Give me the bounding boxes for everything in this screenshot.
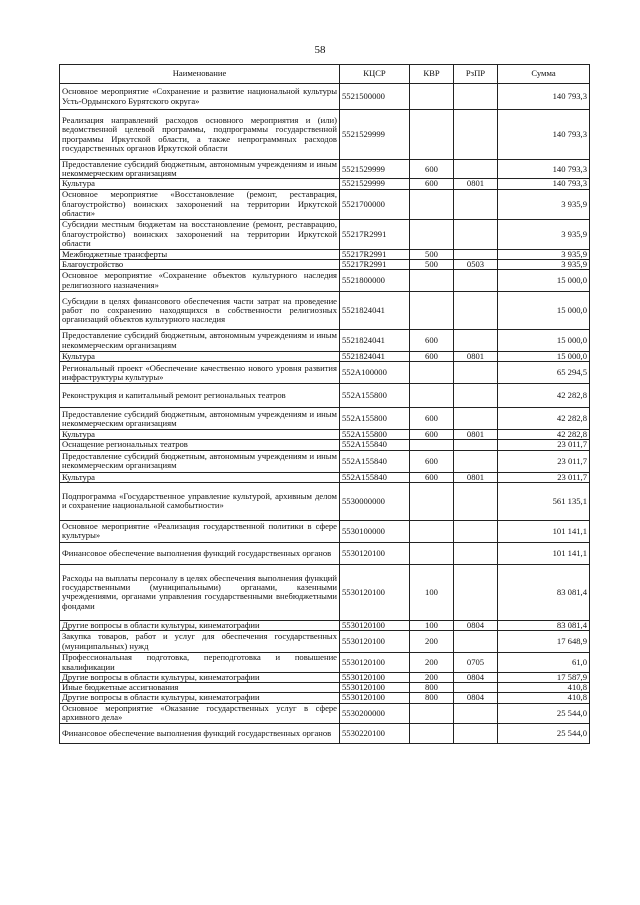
cell-kcsr: 5530120100 [340, 542, 410, 564]
cell-name: Субсидии в целях финансового обеспечения части затрат на проведение работ по сохранению находящихся в собственности религиозных организаций объектов культурного наследия [60, 292, 340, 330]
cell-kcsr: 5530120100 [340, 620, 410, 630]
cell-rzpr [454, 723, 498, 743]
cell-sum: 15 000,0 [498, 270, 590, 292]
cell-kcsr: 5521824041 [340, 292, 410, 330]
cell-rzpr [454, 703, 498, 723]
cell-rzpr: 0503 [454, 259, 498, 269]
cell-kcsr: 5530120100 [340, 673, 410, 683]
cell-kcsr: 5521824041 [340, 352, 410, 362]
cell-kcsr: 5521800000 [340, 270, 410, 292]
cell-kvr: 600 [410, 430, 454, 440]
cell-name: Благоустройство [60, 259, 340, 269]
cell-name: Основное мероприятие «Реализация государственной политики в сфере культуры» [60, 520, 340, 542]
table-row [60, 110, 590, 160]
table-row [60, 384, 590, 408]
cell-rzpr: 0804 [454, 673, 498, 683]
cell-name: Оснащение региональных театров [60, 440, 340, 450]
cell-name: Предоставление субсидий бюджетным, автономным учреждениям и иным некоммерческим организациям [60, 330, 340, 352]
cell-rzpr [454, 160, 498, 179]
table-row [60, 408, 590, 430]
table-row [60, 703, 590, 723]
cell-kcsr: 5530200000 [340, 703, 410, 723]
cell-rzpr [454, 330, 498, 352]
cell-sum: 140 793,3 [498, 179, 590, 189]
cell-sum: 17 648,9 [498, 631, 590, 653]
table-row [60, 219, 590, 249]
cell-kcsr: 5521529999 [340, 179, 410, 189]
cell-kvr: 600 [410, 330, 454, 352]
cell-kvr [410, 292, 454, 330]
cell-kcsr: 552A155800 [340, 408, 410, 430]
cell-kvr [410, 110, 454, 160]
cell-kvr: 100 [410, 564, 454, 620]
header-rzpr: РзПР [454, 65, 498, 84]
cell-name: Профессиональная подготовка, переподготовка и повышение квалификации [60, 653, 340, 673]
cell-rzpr [454, 564, 498, 620]
cell-kcsr: 5530100000 [340, 520, 410, 542]
cell-sum: 410,8 [498, 693, 590, 703]
cell-sum: 61,0 [498, 653, 590, 673]
cell-kcsr: 552A155840 [340, 472, 410, 482]
cell-kcsr: 5521529999 [340, 160, 410, 179]
cell-rzpr [454, 189, 498, 219]
cell-kvr: 600 [410, 472, 454, 482]
cell-sum: 23 011,7 [498, 440, 590, 450]
cell-kcsr: 5530120100 [340, 683, 410, 693]
cell-name: Реализация направлений расходов основного мероприятия и (или) ведомственной целевой программы, подпрограммы государственной программы Иркутской области, а также непрограммных расходов государственных органов Иркутской области [60, 110, 340, 160]
header-row [60, 65, 590, 84]
table-row [60, 520, 590, 542]
cell-kvr [410, 703, 454, 723]
cell-kvr: 600 [410, 352, 454, 362]
table-row [60, 270, 590, 292]
cell-rzpr [454, 249, 498, 259]
cell-sum: 410,8 [498, 683, 590, 693]
cell-name: Предоставление субсидий бюджетным, автономным учреждениям и иным некоммерческим организациям [60, 160, 340, 179]
cell-kcsr: 552A100000 [340, 362, 410, 384]
cell-rzpr [454, 408, 498, 430]
cell-kcsr: 55217R2991 [340, 259, 410, 269]
cell-rzpr: 0801 [454, 430, 498, 440]
header-sum: Сумма [498, 65, 590, 84]
cell-rzpr [454, 450, 498, 472]
cell-sum: 101 141,1 [498, 520, 590, 542]
cell-kvr: 100 [410, 620, 454, 630]
cell-kcsr: 5530120100 [340, 564, 410, 620]
cell-kvr: 200 [410, 653, 454, 673]
table-row [60, 84, 590, 110]
cell-sum: 140 793,3 [498, 160, 590, 179]
cell-name: Другие вопросы в области культуры, кинематографии [60, 673, 340, 683]
cell-kvr [410, 189, 454, 219]
cell-name: Другие вопросы в области культуры, кинематографии [60, 693, 340, 703]
cell-sum: 561 135,1 [498, 482, 590, 520]
cell-kcsr: 55217R2991 [340, 249, 410, 259]
cell-kvr [410, 440, 454, 450]
cell-kcsr: 5530120100 [340, 693, 410, 703]
cell-sum: 83 081,4 [498, 564, 590, 620]
cell-kvr: 500 [410, 249, 454, 259]
cell-name: Подпрограмма «Государственное управление культурой, архивным делом и сохранение национальной самобытности» [60, 482, 340, 520]
cell-rzpr: 0804 [454, 620, 498, 630]
table-row [60, 472, 590, 482]
header-kvr: КВР [410, 65, 454, 84]
cell-kcsr: 5530120100 [340, 631, 410, 653]
cell-sum: 15 000,0 [498, 352, 590, 362]
cell-rzpr: 0705 [454, 653, 498, 673]
header-name: Наименование [60, 65, 340, 84]
cell-rzpr [454, 292, 498, 330]
table-row [60, 693, 590, 703]
cell-kvr [410, 270, 454, 292]
cell-name: Закупка товаров, работ и услуг для обеспечения государственных (муниципальных) нужд [60, 631, 340, 653]
cell-name: Основное мероприятие «Восстановление (ремонт, реставрация, благоустройство) воинских захоронений на территории Иркутской области» [60, 189, 340, 219]
cell-name: Финансовое обеспечение выполнения функций государственных органов [60, 723, 340, 743]
cell-kcsr: 552A155840 [340, 450, 410, 472]
table-row [60, 723, 590, 743]
cell-sum: 15 000,0 [498, 330, 590, 352]
cell-kcsr: 5521529999 [340, 110, 410, 160]
cell-sum: 3 935,9 [498, 259, 590, 269]
cell-kvr: 800 [410, 693, 454, 703]
cell-kvr [410, 723, 454, 743]
cell-kcsr: 552A155840 [340, 440, 410, 450]
cell-sum: 65 294,5 [498, 362, 590, 384]
cell-name: Основное мероприятие «Сохранение объектов культурного наследия религиозного назначения» [60, 270, 340, 292]
budget-table [59, 64, 590, 744]
cell-sum: 3 935,9 [498, 189, 590, 219]
cell-name: Реконструкция и капитальный ремонт региональных театров [60, 384, 340, 408]
cell-sum: 25 544,0 [498, 703, 590, 723]
cell-rzpr: 0801 [454, 352, 498, 362]
table-row [60, 450, 590, 472]
cell-rzpr [454, 362, 498, 384]
table-row [60, 189, 590, 219]
cell-name: Предоставление субсидий бюджетным, автономным учреждениям и иным некоммерческим организациям [60, 450, 340, 472]
cell-kvr [410, 384, 454, 408]
cell-kcsr: 5530220100 [340, 723, 410, 743]
table-row [60, 362, 590, 384]
table-row [60, 673, 590, 683]
table-row [60, 160, 590, 179]
cell-kvr [410, 219, 454, 249]
cell-kvr: 600 [410, 450, 454, 472]
cell-sum: 140 793,3 [498, 110, 590, 160]
cell-kvr: 600 [410, 179, 454, 189]
table-row [60, 352, 590, 362]
cell-sum: 42 282,8 [498, 430, 590, 440]
cell-sum: 17 587,9 [498, 673, 590, 683]
cell-name: Расходы на выплаты персоналу в целях обеспечения выполнения функций государственными (муниципальными) органами, казенными учреждениями, органами управления государственными внебюджетными фондами [60, 564, 340, 620]
cell-name: Предоставление субсидий бюджетным, автономным учреждениям и иным некоммерческим организациям [60, 408, 340, 430]
cell-kvr [410, 84, 454, 110]
cell-sum: 23 011,7 [498, 450, 590, 472]
table-row [60, 631, 590, 653]
table-row [60, 249, 590, 259]
cell-rzpr [454, 542, 498, 564]
table-row [60, 440, 590, 450]
table-row [60, 430, 590, 440]
cell-name: Культура [60, 179, 340, 189]
table-row [60, 330, 590, 352]
cell-name: Финансовое обеспечение выполнения функций государственных органов [60, 542, 340, 564]
cell-rzpr [454, 482, 498, 520]
table-row [60, 482, 590, 520]
cell-sum: 83 081,4 [498, 620, 590, 630]
cell-kcsr: 5521824041 [340, 330, 410, 352]
cell-kvr: 200 [410, 631, 454, 653]
cell-name: Культура [60, 352, 340, 362]
cell-kcsr: 552A155800 [340, 384, 410, 408]
cell-name: Культура [60, 430, 340, 440]
cell-name: Межбюджетные трансферты [60, 249, 340, 259]
cell-kvr [410, 542, 454, 564]
cell-name: Культура [60, 472, 340, 482]
cell-rzpr [454, 520, 498, 542]
table-row [60, 683, 590, 693]
table-row [60, 620, 590, 630]
cell-kcsr: 5530000000 [340, 482, 410, 520]
cell-kcsr: 55217R2991 [340, 219, 410, 249]
cell-rzpr [454, 683, 498, 693]
cell-sum: 42 282,8 [498, 408, 590, 430]
cell-name: Основное мероприятие «Сохранение и развитие национальной культуры Усть-Ордынского Бурятского округа» [60, 84, 340, 110]
cell-kvr [410, 482, 454, 520]
cell-sum: 25 544,0 [498, 723, 590, 743]
cell-name: Субсидии местным бюджетам на восстановление (ремонт, реставрацию, благоустройство) воинских захоронений на территории Иркутской области [60, 219, 340, 249]
cell-rzpr [454, 440, 498, 450]
cell-name: Региональный проект «Обеспечение качественно нового уровня развития инфраструктуры культуры» [60, 362, 340, 384]
cell-name: Другие вопросы в области культуры, кинематографии [60, 620, 340, 630]
cell-kcsr: 5521700000 [340, 189, 410, 219]
cell-kvr: 800 [410, 683, 454, 693]
cell-sum: 3 935,9 [498, 219, 590, 249]
cell-name: Основное мероприятие «Оказание государственных услуг в сфере архивного дела» [60, 703, 340, 723]
cell-rzpr [454, 270, 498, 292]
cell-sum: 101 141,1 [498, 542, 590, 564]
cell-kcsr: 5521500000 [340, 84, 410, 110]
cell-sum: 140 793,3 [498, 84, 590, 110]
cell-rzpr: 0801 [454, 179, 498, 189]
cell-kvr: 500 [410, 259, 454, 269]
cell-rzpr [454, 84, 498, 110]
cell-kvr [410, 520, 454, 542]
table-row [60, 179, 590, 189]
cell-sum: 15 000,0 [498, 292, 590, 330]
cell-sum: 42 282,8 [498, 384, 590, 408]
cell-kvr: 200 [410, 673, 454, 683]
table-row [60, 292, 590, 330]
cell-name: Иные бюджетные ассигнования [60, 683, 340, 693]
cell-rzpr: 0804 [454, 693, 498, 703]
cell-sum: 3 935,9 [498, 249, 590, 259]
table-row [60, 653, 590, 673]
table-row [60, 542, 590, 564]
cell-kcsr: 5530120100 [340, 653, 410, 673]
cell-rzpr [454, 384, 498, 408]
header-kcsr: КЦСР [340, 65, 410, 84]
cell-kvr [410, 362, 454, 384]
table-row [60, 564, 590, 620]
cell-rzpr [454, 219, 498, 249]
cell-kvr: 600 [410, 408, 454, 430]
cell-rzpr [454, 631, 498, 653]
cell-rzpr: 0801 [454, 472, 498, 482]
cell-sum: 23 011,7 [498, 472, 590, 482]
cell-rzpr [454, 110, 498, 160]
page-number: 58 [314, 44, 326, 56]
cell-kcsr: 552A155800 [340, 430, 410, 440]
table-row [60, 259, 590, 269]
cell-kvr: 600 [410, 160, 454, 179]
